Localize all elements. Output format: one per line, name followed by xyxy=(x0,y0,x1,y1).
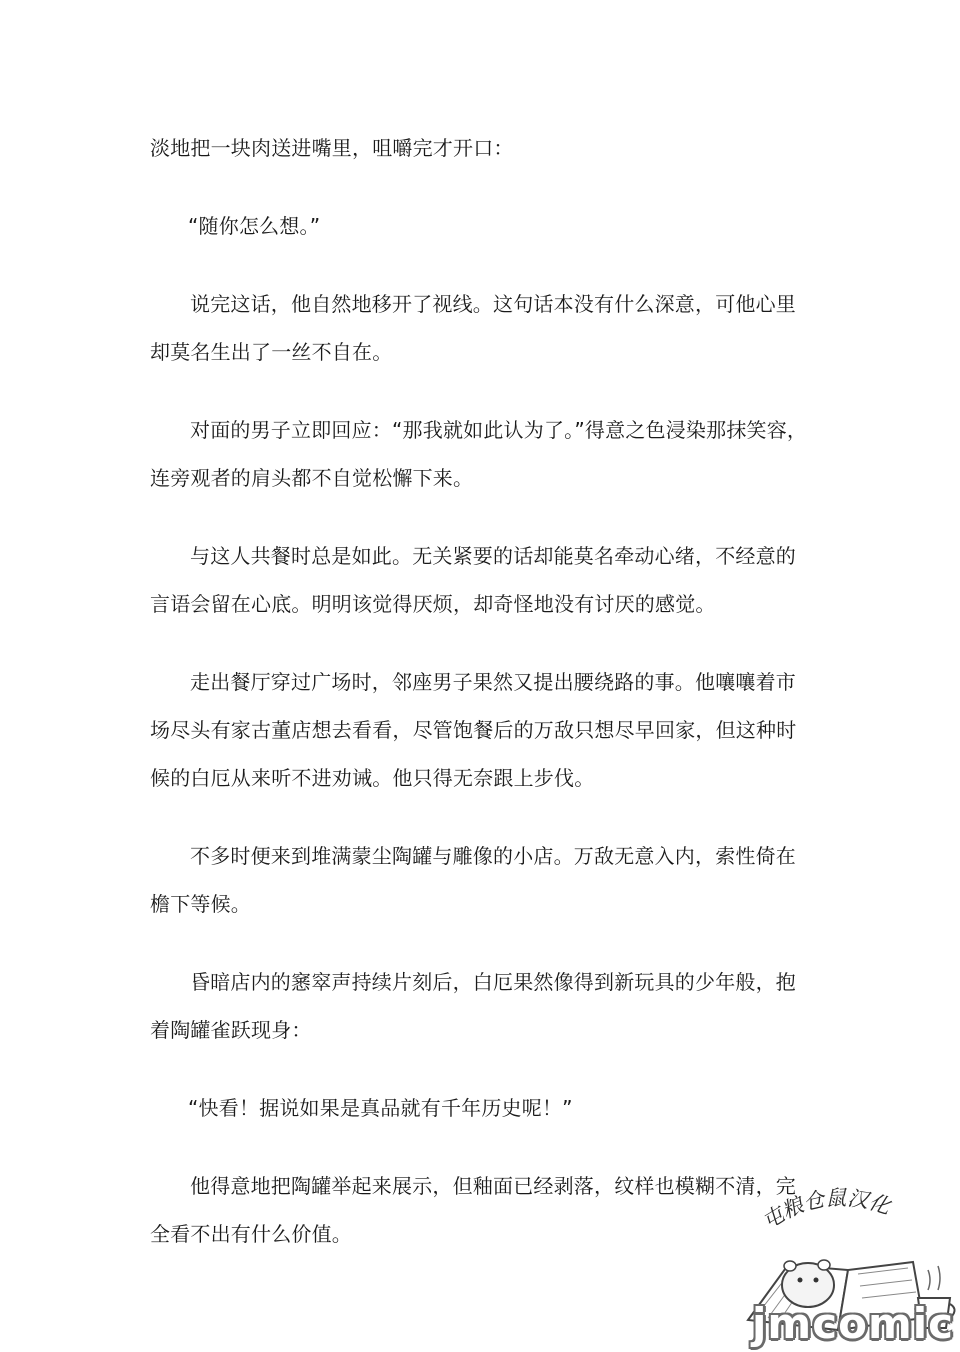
paragraph: 昏暗店内的窸窣声持续片刻后，白厄果然像得到新玩具的少年般，抱着陶罐雀跃现身： xyxy=(150,970,796,1042)
scanlation-watermark xyxy=(728,1170,960,1352)
paragraph: 对面的男子立即回应：“那我就如此认为了。”得意之色浸染那抹笑容，连旁观者的肩头都不自觉松懈下来。 xyxy=(150,418,808,490)
paragraph: “随你怎么想。” xyxy=(188,214,321,238)
watermark-group-text: 屯粮仓鼠汉化 xyxy=(757,1185,894,1234)
paragraph: 说完这话，他自然地移开了视线。这句话本没有什么深意，可他心里却莫名生出了一丝不自在。 xyxy=(150,292,796,364)
paragraph: 不多时便来到堆满蒙尘陶罐与雕像的小店。万敌无意入内，索性倚在檐下等候。 xyxy=(150,844,796,916)
paragraph: 他得意地把陶罐举起来展示，但釉面已经剥落，纹样也模糊不清，完全看不出有什么价值。 xyxy=(150,1174,796,1246)
paragraph: 淡地把一块肉送进嘴里，咀嚼完才开口： xyxy=(150,136,514,160)
site-logo: jmcomic xyxy=(752,1299,954,1348)
paragraph: 与这人共餐时总是如此。无关紧要的话却能莫名牵动心绪，不经意的言语会留在心底。明明该觉得厌烦，却奇怪地没有讨厌的感觉。 xyxy=(150,544,796,616)
svg-text:屯粮仓鼠汉化 xyxy=(758,1186,895,1234)
paragraph: “快看！据说如果是真品就有千年历史呢！” xyxy=(188,1096,573,1120)
body-text xyxy=(150,124,816,1288)
paragraph: 走出餐厅穿过广场时，邻座男子果然又提出腰绕路的事。他嚷嚷着市场尽头有家古董店想去看看，尽管饱餐后的万敌只想尽早回家，但这种时候的白厄从来听不进劝诫。他只得无奈跟上步伐。 xyxy=(150,670,797,790)
